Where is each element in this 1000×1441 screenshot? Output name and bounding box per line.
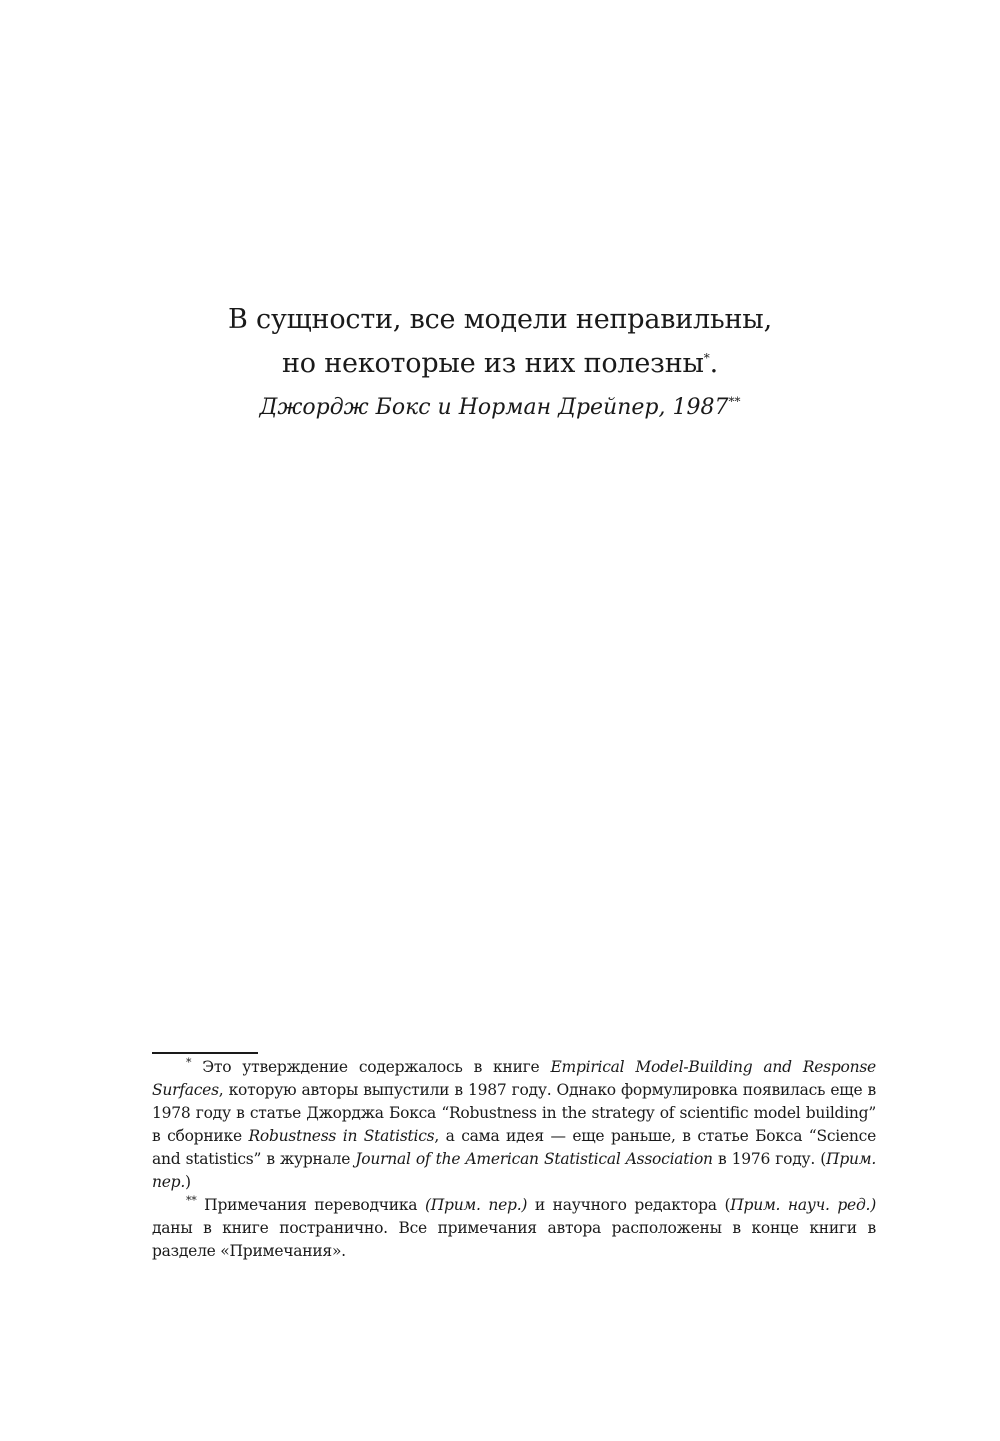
- footnote-1-mark: *: [186, 1055, 192, 1069]
- footnote-1-note-label: Прим. пер.: [152, 1150, 876, 1191]
- epigraph-attribution: [0, 388, 1000, 428]
- footnote-1-text-a: Это утверждение содержалось в книге: [191, 1058, 551, 1076]
- footnote-ref-1[interactable]: *: [703, 351, 710, 365]
- epigraph-line-1: В сущности, все модели неправильны,: [228, 304, 772, 335]
- epigraph-line-2-text: но некоторые из них полезны: [282, 348, 704, 379]
- epigraph-line-2-end: .: [709, 348, 718, 379]
- footnote-1-text-c: , а сама идея — еще раньше, в статье Бокса “Science and statistics” в журнале: [152, 1127, 876, 1168]
- footnote-2: [152, 1194, 876, 1263]
- footnote-2-editor-label: Прим. науч. ред.): [730, 1196, 877, 1214]
- footnote-1-collection-title: Robustness in Statistics: [248, 1127, 435, 1145]
- footnote-1-book-title: Empirical Model-Building and Response Surfaces: [152, 1058, 876, 1099]
- footnote-ref-2[interactable]: **: [728, 394, 741, 409]
- epigraph: [0, 298, 1000, 428]
- epigraph-line-2: [0, 342, 1000, 386]
- footnote-divider: [152, 1052, 258, 1054]
- footnote-2-translator-label: (Прим. пер.): [424, 1196, 528, 1214]
- footnote-1-text-e: ): [185, 1173, 191, 1191]
- footnotes: [152, 1056, 876, 1263]
- footnote-1: [152, 1056, 876, 1194]
- footnote-2-mark: **: [186, 1193, 197, 1207]
- footnote-2-text-a: Примечания переводчика: [196, 1196, 425, 1214]
- attribution-text: Джордж Бокс и Норман Дрейпер, 1987: [259, 395, 729, 420]
- footnote-1-text-b: , которую авторы выпустили в 1987 году. Однако формулировка появилась еще в 1978 году в статье Джорджа Бокса “Robustness in the strategy of scientific model building” в сборнике: [152, 1081, 876, 1145]
- footnote-2-text-b: и научного редактора (: [527, 1196, 731, 1214]
- footnote-2-text-c: даны в книге постранично. Все примечания автора расположены в конце книги в разделе «Примечания».: [152, 1219, 876, 1260]
- footnote-1-text-d: в 1976 году. (: [712, 1150, 827, 1168]
- footnote-1-journal-title: Journal of the American Statistical Association: [355, 1150, 713, 1168]
